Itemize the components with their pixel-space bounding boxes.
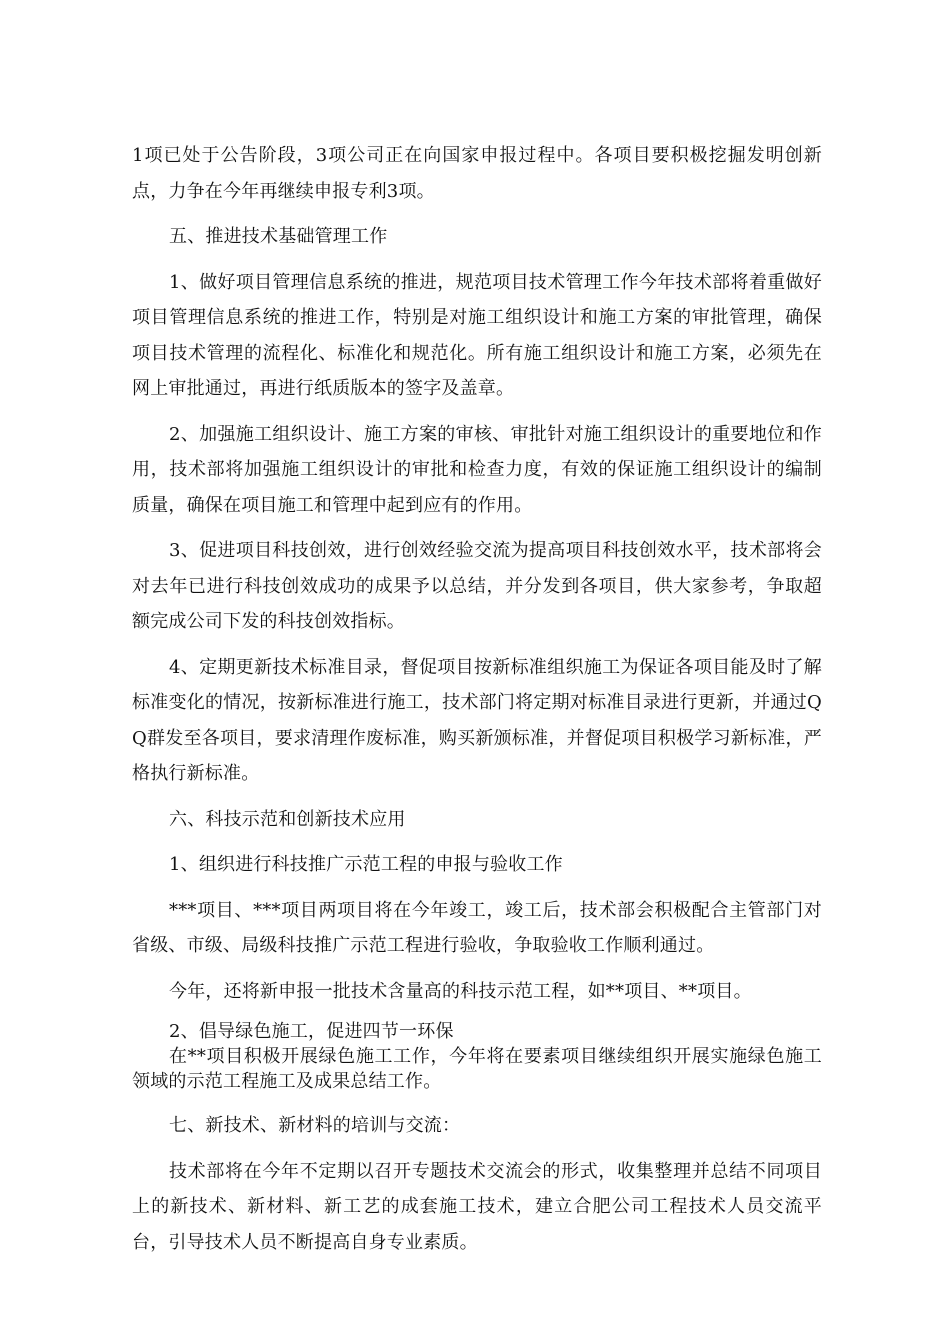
paragraph-tech-efficiency: 3、促进项目科技创效，进行创效经验交流为提高项目科技创效水平，技术部将会对去年已进行科技创效成功的成果予以总结，并分发到各项目，供大家参考，争取超额完成公司下发的科技创效指标。 bbox=[132, 540, 822, 632]
document-body bbox=[132, 138, 822, 1270]
paragraph-demo-project-title: 1、组织进行科技推广示范工程的申报与验收工作 bbox=[169, 854, 563, 875]
paragraph-patents: 1项已处于公告阶段，3项公司正在向国家申报过程中。各项目要积极挖掘发明创新点，力争在今年再继续申报专利3项。 bbox=[132, 145, 822, 202]
section-heading-7: 七、新技术、新材料的培训与交流： bbox=[169, 1115, 461, 1136]
section-heading-5: 五、推进技术基础管理工作 bbox=[169, 226, 388, 247]
paragraph-green-construction: 在**项目积极开展绿色施工工作，今年将在要素项目继续组织开展实施绿色施工领域的示范工程施工及成果总结工作。 bbox=[132, 1046, 822, 1092]
paragraph-tech-exchange: 技术部将在今年不定期以召开专题技术交流会的形式，收集整理并总结不同项目上的新技术、新材料、新工艺的成套施工技术，建立合肥公司工程技术人员交流平台，引导技术人员不断提高自身专业素质。 bbox=[132, 1160, 822, 1253]
paragraph-demo-project-acceptance: ***项目、***项目两项目将在今年竣工，竣工后，技术部会积极配合主管部门对省级、市级、局级科技推广示范工程进行验收，争取验收工作顺利通过。 bbox=[132, 899, 822, 956]
paragraph-construction-design-review: 2、加强施工组织设计、施工方案的审核、审批针对施工组织设计的重要地位和作用，技术部将加强施工组织设计的审批和检查力度，有效的保证施工组织设计的编制质量，确保在项目施工和管理中起到应有的作用。 bbox=[132, 423, 822, 516]
paragraph-standards-update: 4、定期更新技术标准目录，督促项目按新标准组织施工为保证各项目能及时了解标准变化的情况，按新标准进行施工，技术部门将定期对标准目录进行更新，并通过QQ群发至各项目，要求清理作废标准，购买新颁标准，并督促项目积极学习新标准，严格执行新标准。 bbox=[132, 656, 822, 784]
paragraph-new-demo-projects: 今年，还将新申报一批技术含量高的科技示范工程，如**项目、**项目。 bbox=[169, 980, 752, 1002]
paragraph-green-construction-title: 2、倡导绿色施工，促进四节一环保 bbox=[169, 1021, 454, 1042]
paragraph-info-system: 1、做好项目管理信息系统的推进，规范项目技术管理工作今年技术部将着重做好项目管理信息系统的推进工作，特别是对施工组织设计和施工方案的审批管理，确保项目技术管理的流程化、标准化和规范化。所有施工组织设计和施工方案，必须先在网上审批通过，再进行纸质版本的签字及盖章。 bbox=[132, 271, 822, 399]
section-heading-6: 六、科技示范和创新技术应用 bbox=[169, 808, 406, 830]
